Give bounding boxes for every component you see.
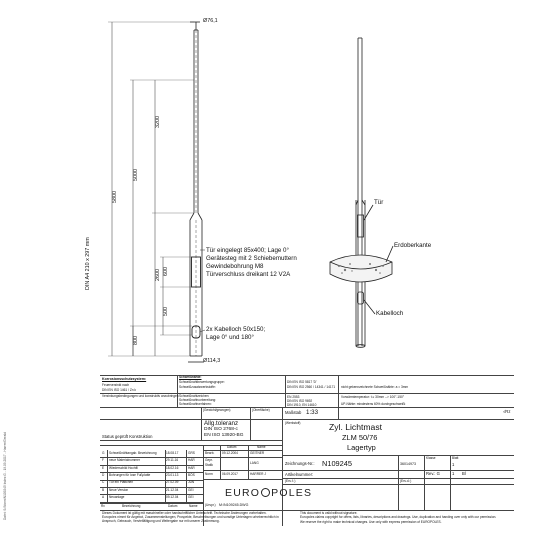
file-value: M:\N109245.DWG [219, 503, 249, 507]
revision-index: D [102, 473, 105, 477]
tolerance-iso: DIN ISO 2768-c [204, 427, 238, 432]
dim-500: 500 [163, 307, 169, 316]
weld-title: Schweißnähte: [179, 375, 202, 379]
dim-bottom-diameter: Ø114,3 [203, 358, 221, 364]
cable-note: 2x Kabelloch 50x150; Lage 0° und 180° [206, 326, 266, 341]
drawing-title: Zyl. Lichtmast [329, 422, 383, 432]
revision-date: 27.02.09 [166, 480, 179, 485]
statik-label: Statik [205, 463, 213, 467]
label-cablehole: Kabelloch [376, 310, 404, 317]
revision-text: Neuanlage [109, 495, 125, 500]
text-col-header: Bezeichnung [122, 504, 141, 508]
scale-label: Maßstab [285, 410, 302, 415]
item-code: 36014973 [400, 462, 416, 466]
weld-row-label: Schweißnahtverfahren: [179, 402, 212, 406]
revision-index: F [102, 458, 104, 463]
dimension-lines [108, 22, 205, 356]
norm-label: Norm [205, 472, 213, 476]
pole-elevation [188, 22, 204, 362]
dim-2600: 2600 [155, 269, 161, 281]
revision-date: 29.11.16 [166, 458, 179, 463]
weld-row-label: Schweißnahtzeichen: [179, 394, 210, 398]
door-note: Tür eingelegt 85x400; Lage 0° Gerätesteg mit 2 Schiebemuttern Gewindebohrung M8 Türverschluss dreikant 12 V2A [206, 247, 297, 278]
material-label: (Werkstoff) [285, 421, 301, 425]
revision-text: Bohrungen für lose Fußplatte [109, 473, 151, 477]
weld-note-preheat: Vorwärmtemperatur: t ≥ 30mm --> 100°-150° [341, 395, 405, 399]
dim-800: 800 [133, 336, 139, 345]
revision-date: 09.12.04 [166, 495, 179, 500]
revision-text: Wiederschild Hochfil [109, 465, 138, 470]
paper-format: DIN A4 210 x 297 mm [85, 237, 91, 290]
dim-600: 600 [163, 267, 169, 276]
fire-zinc-value: DIN EN ISO 1461 / Zn k [102, 388, 137, 392]
weight-label: (Gewicht/gewogen) [203, 408, 231, 412]
class-label: Klasse [426, 456, 436, 460]
revision-date: 18.02.16 [166, 465, 179, 470]
footer-en-changes: We reserve the right to make technical changes. Use only with express permission of EUROPOLES. [300, 520, 442, 524]
gepr-label: Gepr. [205, 458, 213, 462]
label-ground: Erdoberkante [394, 242, 432, 249]
revision-date: 18.08.17 [166, 450, 179, 455]
sheet-value: 1 [452, 462, 455, 467]
revision-name: HAR [188, 465, 195, 470]
dim-3200: 3200 [155, 116, 161, 128]
replaces-label: (Ers.f.:) [285, 479, 296, 483]
revision-name: BÖS [188, 473, 195, 477]
norm-name: HARRER J [250, 472, 266, 476]
weld-row-value: DIN EN ISO 5817 'D' [287, 380, 317, 384]
drawing-number: N109245 [322, 459, 352, 468]
replaced-by-label: (Ers.d.:) [400, 479, 412, 483]
corrosion-title: Korrosionsschutzsystem: [102, 377, 147, 381]
revision-index: C [102, 480, 105, 485]
name-col-header: Name [257, 445, 266, 449]
weld-row-value: DIN EN ISO 2560 / 14341 / 14171 [287, 385, 336, 389]
bearb-label: Bearb. [205, 451, 215, 455]
dim-top-diameter: Ø76,1 [203, 18, 218, 24]
bearb-name: GEITNER [250, 451, 265, 455]
surface-label: (Oberfläche) [252, 408, 270, 412]
revision-text: Tür ein Plättchen [109, 480, 134, 485]
revision-name: GEI [188, 495, 194, 500]
footer-de: Dieses Dokument ist gültig mit maschineller oder handschriftlicher Unterschrift. Technische Änderungen vorbehalten. [102, 511, 267, 515]
dim-5000: 5000 [133, 169, 139, 181]
revision-date: 21.12.04 [166, 487, 179, 492]
tolerance-title: Allg.toleranz [204, 420, 239, 427]
revision-index: A [102, 495, 105, 500]
sheet-label: Blatt [452, 456, 459, 460]
fire-zinc-label: Feuerverzinkt nach [102, 383, 130, 387]
revision-index: B [102, 487, 105, 492]
weld-row-label: Schweißzusatzwerkstoffe: [179, 385, 216, 389]
revision-index: G [102, 450, 105, 455]
scale-value: 1:33 [306, 409, 319, 416]
side-file-path: Datei: S:\Norm\N109245 Index G - 19.09.2017 - Harrer/Gerald [3, 432, 7, 520]
bearb-date: 09.12.2004 [222, 451, 238, 455]
drawing-no-label: Zeichnungs-Nr.: [285, 461, 315, 466]
weld-row-value: EN 2553 [287, 395, 300, 399]
weld-row-label: Schweißnahtvorbereitung: [179, 398, 217, 402]
tolerance-en: EN ISO 13920-BG [204, 433, 244, 438]
revision-date: 23.01.13 [166, 473, 179, 477]
perspective-sketch [330, 38, 393, 347]
datum-col-header: Datum [168, 504, 178, 508]
revision-name: GRS [188, 450, 195, 455]
europoles-logo: EURO POLES [225, 487, 313, 499]
drawing-variant: Lagertyp [347, 443, 376, 452]
article-label: Artikelnummer: [285, 472, 314, 477]
weld-row-value: DIN 1910, EN 14610 [287, 403, 317, 407]
rev-col-header: Rv [101, 504, 105, 508]
status-text: Status geprüft Konstruktion [102, 434, 153, 439]
revision-text: Schweißnähtangab. Bezeichnung [109, 450, 157, 455]
rev-sheet: 1 [452, 471, 455, 476]
drawing-type: ZLM 50/76 [342, 433, 378, 442]
date-col-header: Datum [227, 445, 237, 449]
name-col-header-rev: Name [189, 504, 198, 508]
rev-of: Bl [462, 471, 466, 476]
weld-note-a: nicht gekennzeichnete Schweißnähte: a = 3mm [341, 385, 409, 389]
weld-row-value: DIN EN ISO 9692 [287, 399, 313, 403]
revision-name: GEI [188, 487, 194, 492]
revision-text: Neue Version [109, 487, 129, 492]
roughness-symbol: √Rz [503, 409, 511, 414]
weld-note-up: UP-Nähte: mindestens 60% durchgeschweißt [341, 402, 406, 406]
revision-index: E [102, 465, 105, 470]
galvanizing-note: Verzinkungsbedingungen und konstruktiv anzubringen [102, 394, 179, 398]
dim-5800: 5800 [112, 191, 118, 203]
revision-name: HAR [188, 458, 195, 463]
label-door: Tür [374, 199, 384, 206]
revision-text: neue Materialnummer [109, 458, 141, 463]
norm-date: 06.09.2017 [222, 472, 238, 476]
footer-en-copyright: Europoles claims copyright for offers, lists, libraries, descriptions and drawings. Use, duplication and handing over only with our permission. [300, 515, 497, 519]
footer-de-copyright: Europoles nimmt für Angebot, Zusammenstellungen, Prospekte, Beschreibungen und sonstige Unterlagen urheberrechtlich in Anspruch, Gebrauch, Vervielfältigung und Weitergabe nur mit unserer Zustimmung. [102, 515, 279, 523]
statik-name: LANG [250, 461, 259, 465]
weld-row-label: Schweißnahtbewertungsgruppe: [179, 380, 225, 384]
revision-name: JUN [188, 480, 195, 485]
revision-label: Rev.: G [426, 471, 440, 476]
footer-en: This document is valid without signature. [300, 511, 358, 515]
file-label: (Urspr.) [205, 503, 216, 507]
